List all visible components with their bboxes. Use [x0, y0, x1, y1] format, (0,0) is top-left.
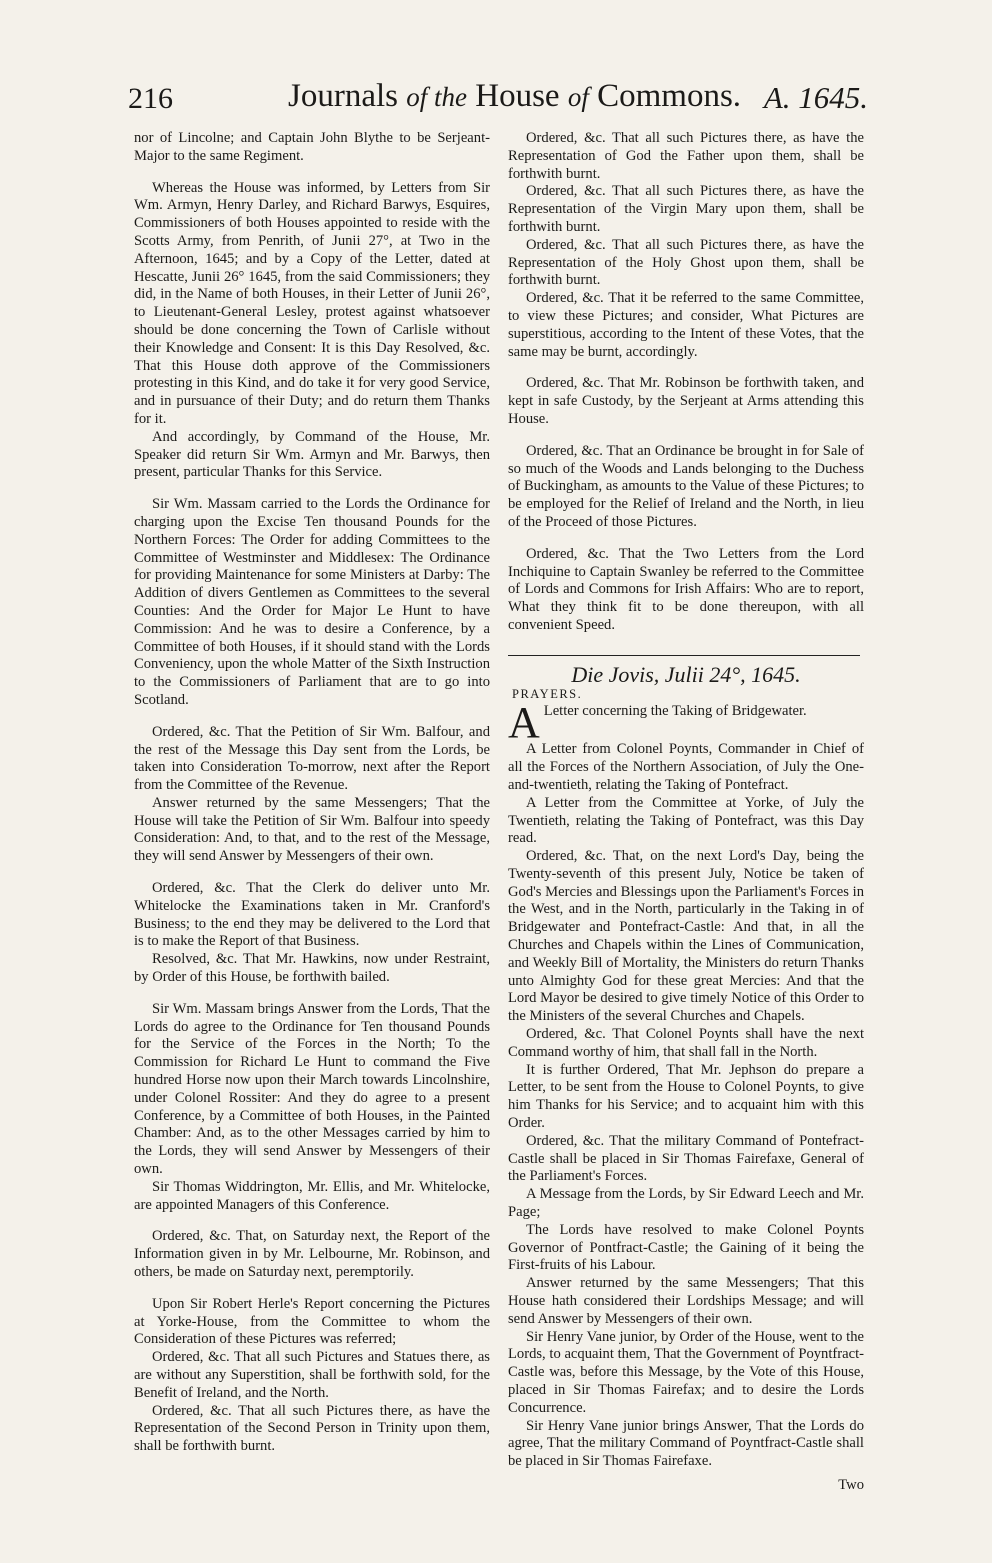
paragraph: Ordered, &c. That the Clerk do deliver unto Mr. Whitelocke the Examinations taken in Mr. Cranford's Business; to the end they may be delivered to the Lord that is to make the Report of that Business. [134, 880, 490, 950]
paragraph: A Letter from the Committee at Yorke, of July the Twentieth, relating the Taking of Pontefract, was this Day read. [508, 794, 864, 847]
title-part-commons: Commons. [597, 78, 742, 114]
paragraph: It is further Ordered, That Mr. Jephson do prepare a Letter, to be sent from the House to Colonel Poynts, to give him Thanks for his Service; and to acquaint him with this Order. [508, 1061, 864, 1132]
paragraph: Sir Thomas Widdrington, Mr. Ellis, and Mr. Whitelocke, are appointed Managers of this Conference. [134, 1178, 490, 1213]
paragraph: Ordered, &c. That all such Pictures and Statues there, as are without any Superstition, shall be forthwith sold, for the Benefit of Ireland, and the North. [134, 1349, 490, 1401]
paragraph: Ordered, &c. That the Petition of Sir Wm. Balfour, and the rest of the Message this Day sent from the Lords, be taken into Consideration To-morrow, next after the Report from the Committee of the Revenue. [134, 723, 490, 794]
paragraph: Ordered, &c. That all such Pictures there, as have the Representation of God the Father upon them, shall be forthwith burnt. [508, 130, 864, 182]
paragraph: Ordered, &c. That, on the next Lord's Day, being the Twenty-seventh of this present July, Notice be taken of God's Mercies and Blessings upon the Parliament's Forces in the West, and in the North, particularly in the Taking in of Bridgewater and Pontefract-Castle: And that, in all the Churches and Chapels within the Lines of Communication, and Weekly Bill of Mortality, the Ministers do return Thanks unto Almighty God for these great Mercies: And that the Lord Mayor be desired to give timely Notice of this Order to the Ministers of the several Churches and Chapels. [508, 848, 864, 1025]
paragraph: Ordered, &c. That all such Pictures there, as have the Representation of the Holy Ghost upon them, shall be forthwith burnt. [508, 236, 864, 289]
left-column [134, 130, 490, 1456]
paragraph: Answer returned by the same Messengers; That the House will take the Petition of Sir Wm. Balfour into speedy Consideration: And, to that, and to the rest of the Message, they will send Answer by Messengers of their own. [134, 794, 490, 865]
paragraph: Upon Sir Robert Herle's Report concerning the Pictures at Yorke-House, from the Committee to whom the Consideration of these Pictures was referred; [134, 1295, 490, 1348]
paragraph: Sir Henry Vane junior brings Answer, That the Lords do agree, That the military Command of Poyntfract-Castle shall be placed in Sir Thomas Fairefaxe. [508, 1417, 864, 1470]
paragraph: Sir Wm. Massam carried to the Lords the Ordinance for charging upon the Excise Ten thousand Pounds for the Northern Forces: The Order for adding Committees to the Committee of Westminster and Middlesex: The Ordinance for providing Maintenance for some Ministers at Darby: The Addition of divers Gentlemen as Committees to the several Counties: And the Order for Major Le Hunt to have Commission: And he was to desire a Conference, by a Committee of both Houses, if it should stand with the Lords Conveniency, upon the whole Matter of the Sixth Instruction to the Commissioners of Parliament that are to go into Scotland. [134, 496, 490, 708]
paragraph: Ordered, &c. That all such Pictures there, as have the Representation of the Second Person in Trinity upon them, shall be forthwith burnt. [134, 1402, 490, 1455]
right-column [508, 130, 864, 1495]
paragraph: A Message from the Lords, by Sir Edward Leech and Mr. Page; [508, 1186, 864, 1221]
paragraph: Whereas the House was informed, by Letters from Sir Wm. Armyn, Henry Darley, and Richard Barwys, Esquires, Commissioners of both Houses appointed to reside with the Scotts Army, from Penrith, of Junii 27°, at Two in the Afternoon, 1645; and by a Copy of the Letter, dated at Hescatte, Junii 26° 1645, from the said Commissioners; they did, in the Name of both Houses, in their Letter of Junii 26°, to Lieutenant-General Lesley, protest against whatsoever should be done concerning the Town of Carlisle without their Knowledge and Consent: It is this Day Resolved, &c. That this House doth approve of the Commissioners protesting in this Kind, and do take it for very good Service, and in pursuance of their Duty; and do return them Thanks for it. [134, 179, 490, 427]
day-heading: Die Jovis, Julii 24°, 1645. [571, 661, 801, 687]
paragraph: Ordered, &c. That the Two Letters from the Lord Inchiquine to Captain Swanley be referred to the Committee of Lords and Commons for Irish Affairs: Who are to report, What they think fit to be done thereupon, with all convenient Speed. [508, 545, 864, 633]
paragraph: Ordered, &c. That all such Pictures there, as have the Representation of the Virgin Mary upon them, shall be forthwith burnt. [508, 183, 864, 235]
section-divider [508, 655, 860, 656]
running-header [128, 78, 868, 126]
paragraph: The Lords have resolved to make Colonel Poynts Governor of Pontfract-Castle; the Gaining of it being the First-fruits of his Labour. [508, 1221, 864, 1274]
paragraph: And accordingly, by Command of the House, Mr. Speaker did return Sir Wm. Armyn and Mr. Barwys, then present, particular Thanks for this Service. [134, 428, 490, 481]
paragraph: Ordered, &c. That Colonel Poynts shall have the next Command worthy of him, that shall fall in the North. [508, 1026, 864, 1060]
title-part-house: House [475, 78, 560, 114]
opening-text: Letter concerning the Taking of Bridgewater. [543, 703, 807, 720]
paragraph: Resolved, &c. That Mr. Hawkins, now under Restraint, by Order of this House, be forthwith bailed. [134, 951, 490, 986]
paragraph: Answer returned by the same Messengers; That this House hath considered their Lordships Message; and will send Answer by Messengers of their own. [508, 1275, 864, 1327]
paragraph: Ordered, &c. That the military Command of Pontefract-Castle shall be placed in Sir Thomas Fairefaxe, General of the Parliament's Forces. [508, 1132, 864, 1185]
paragraph: Sir Wm. Massam brings Answer from the Lords, That the Lords do agree to the Ordinance for Ten thousand Pounds for the Service of the Forces in the North; To the Commission for Richard Le Hunt to command the Five hundred Horse now upon their March towards Lincolnshire, under Colonel Rossiter: And they do agree to a present Conference, by a Committee of both Houses, in the Painted Chamber: And, as to the other Messages carried by him to the Lords, they will send Answer by Messengers of their own. [134, 1000, 490, 1178]
running-year: A. 1645. [763, 80, 868, 115]
drop-cap: A [508, 698, 540, 748]
paragraph: Ordered, &c. That, on Saturday next, the Report of the Information given in by Mr. Lelbourne, Mr. Robinson, and others, be made on Saturday next, peremptorily. [134, 1228, 490, 1281]
title-part-journals: Journals [288, 78, 398, 114]
running-title [288, 78, 741, 115]
paragraph: Sir Henry Vane junior, by Order of the House, went to the Lords, to acquaint them, That the Government of Poyntfract-Castle was, before this Message, by the Vote of this House, placed in Sir Thomas Fairefax; and to desire the Lords Concurrence. [508, 1328, 864, 1416]
title-part-of-the: of the [406, 82, 467, 112]
paragraph: Ordered, &c. That Mr. Robinson be forthwith taken, and kept in safe Custody, by the Serjeant at Arms attending this House. [508, 375, 864, 427]
catchword: Two [838, 1476, 864, 1493]
prayers-label: PRAYERS. [512, 686, 583, 701]
paragraph: A Letter from Colonel Poynts, Commander in Chief of all the Forces of the Northern Association, of July the One-and-twentieth, relating the Taking of Pontefract. [508, 741, 864, 793]
opening-paragraph [508, 698, 864, 748]
page-number: 216 [128, 82, 173, 115]
paragraph: nor of Lincolne; and Captain John Blythe to be Serjeant-Major to the same Regiment. [134, 130, 490, 164]
paragraph: Ordered, &c. That it be referred to the same Committee, to view these Pictures; and consider, What Pictures are superstitious, according to the Intent of these Votes, that the same may be burnt, accordingly. [508, 290, 864, 360]
title-part-of: of [567, 82, 589, 112]
paragraph: Ordered, &c. That an Ordinance be brought in for Sale of so much of the Woods and Lands belonging to the Duchess of Buckingham, as amounts to the Value of these Pictures; to be employed for the Relief of Ireland and the North, in lieu of the Proceed of those Pictures. [508, 442, 864, 530]
